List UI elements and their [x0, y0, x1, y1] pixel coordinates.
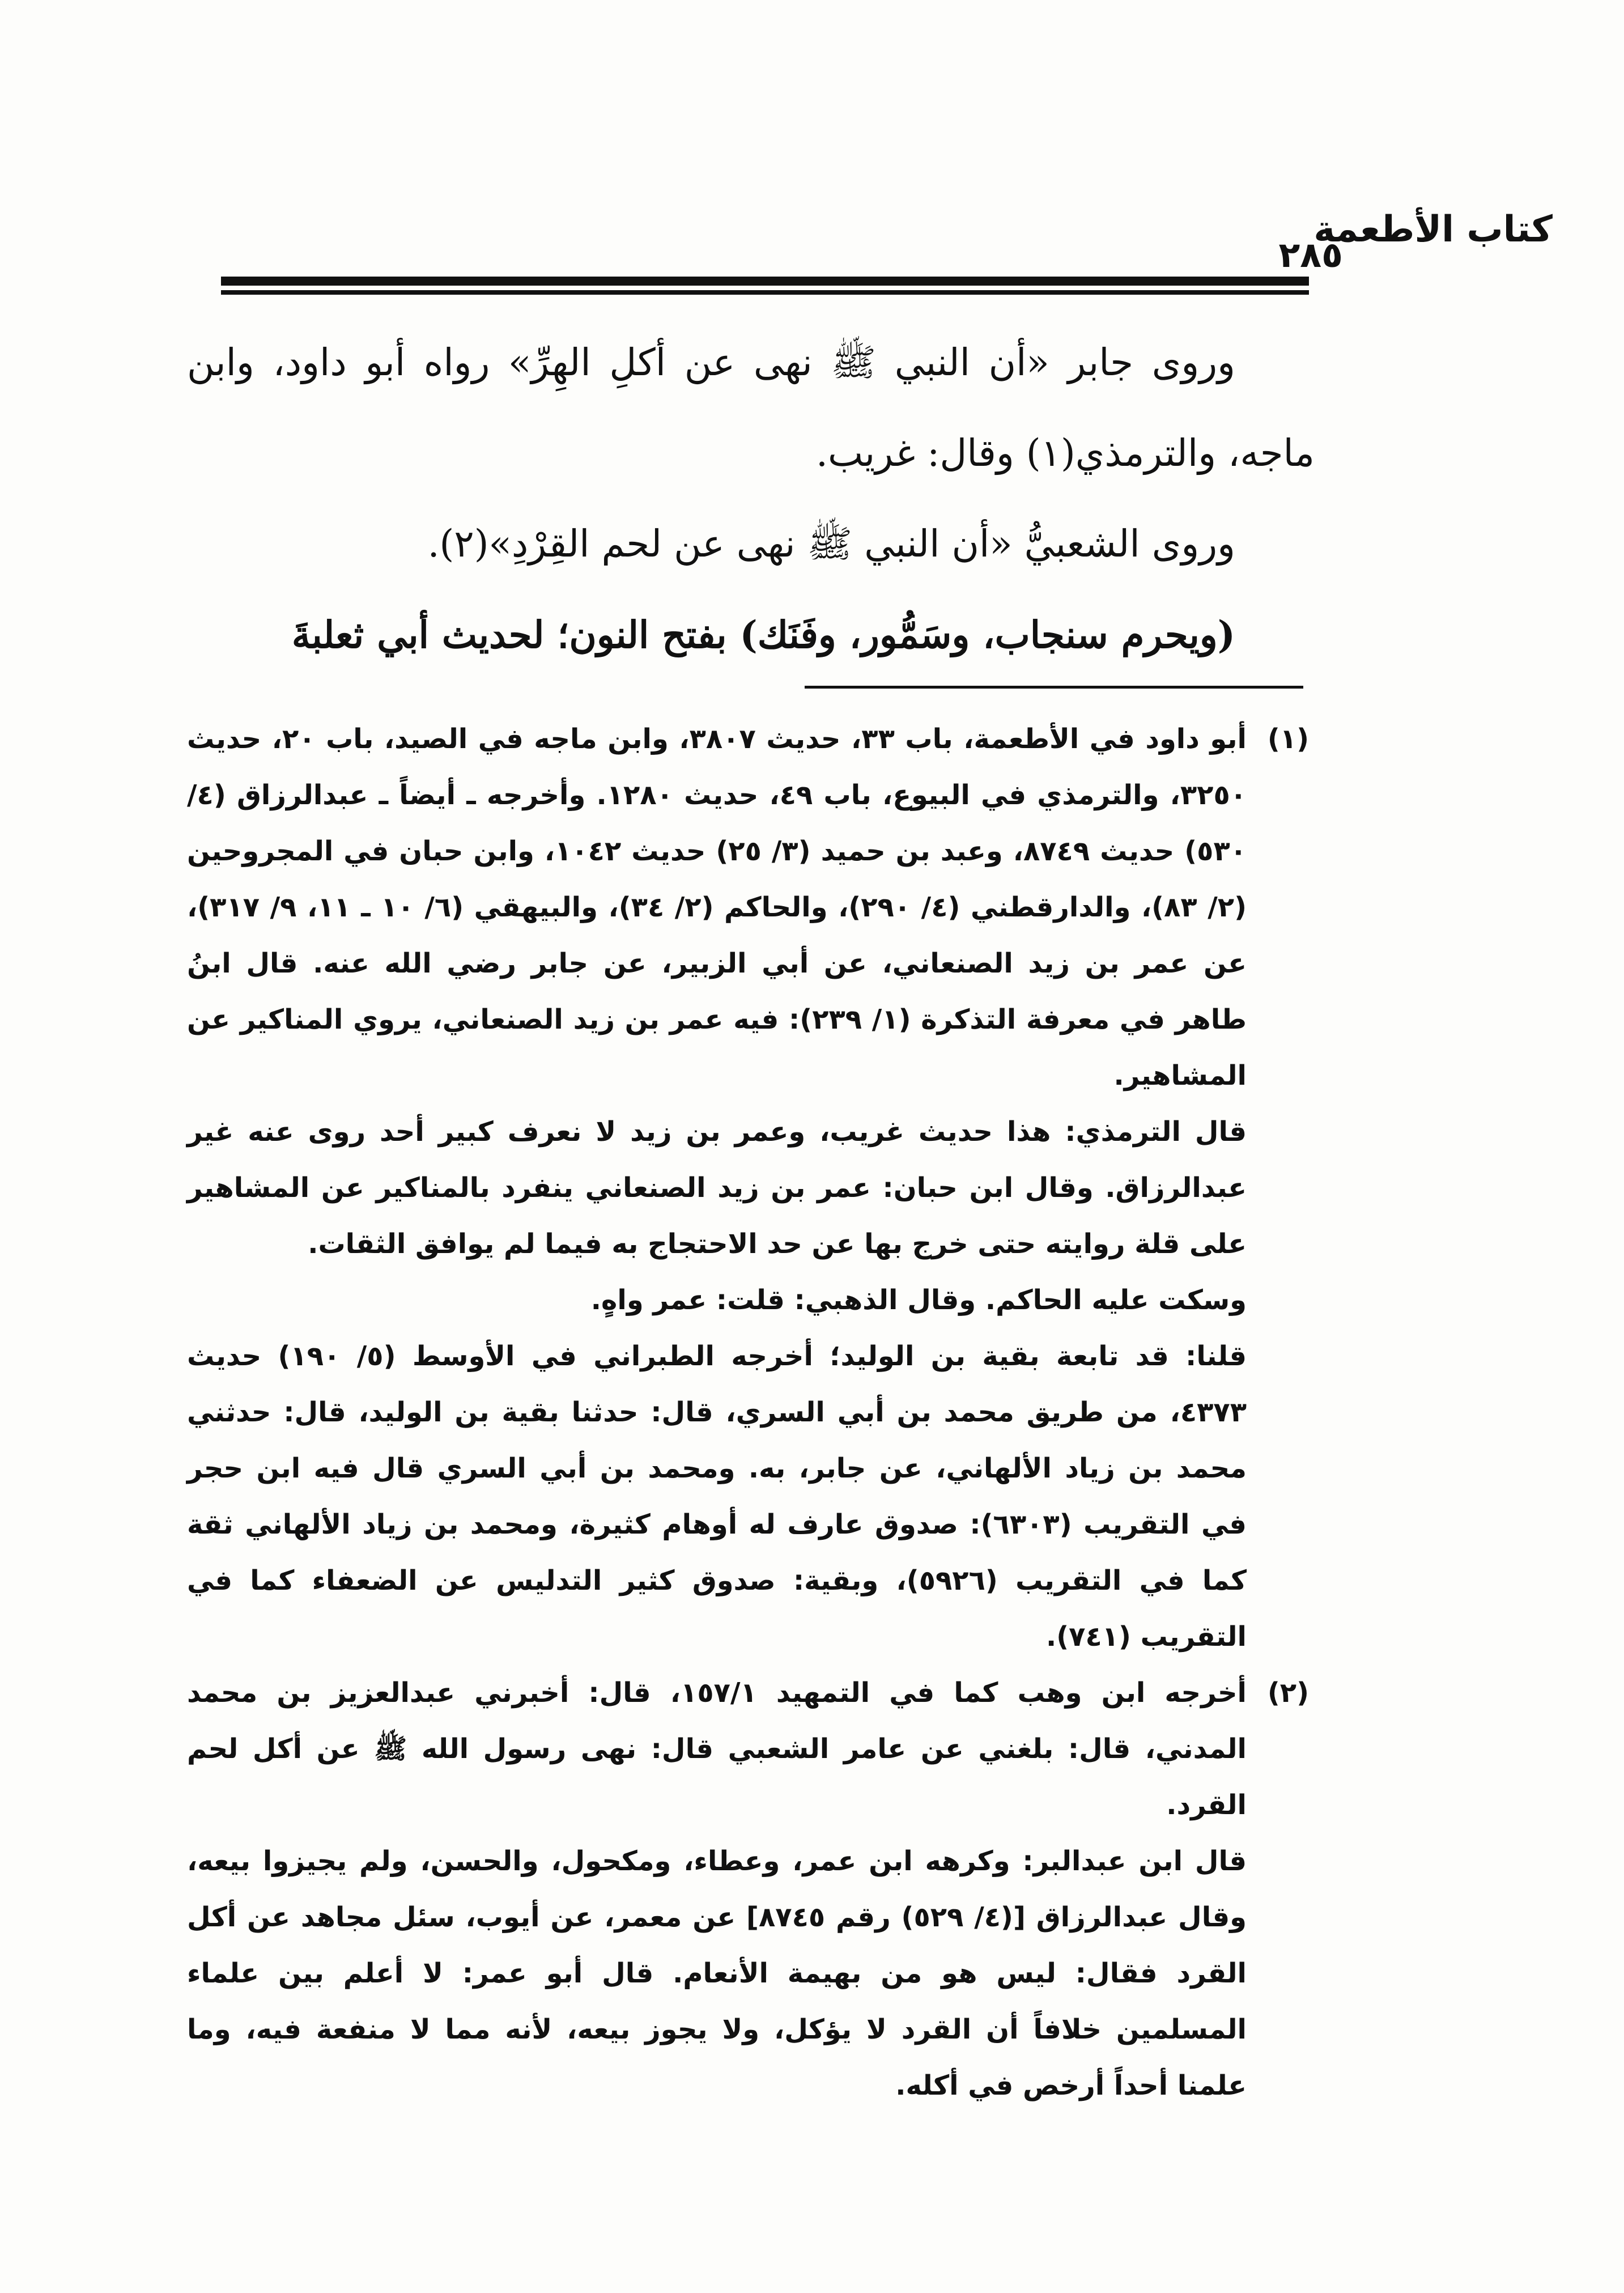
- footnote-separator: [805, 686, 1303, 689]
- footnote-number: (٢): [1267, 1677, 1309, 1709]
- header-rule-thick: [221, 277, 1309, 286]
- main-paragraph: (ويحرم سنجاب، وسَمُّور، وفَنَك) بفتح النون؛ لحديث أبي ثعلبةَ: [291, 613, 1235, 657]
- footnote: [187, 1104, 1309, 1272]
- footnote: [187, 1833, 1309, 2114]
- page-number: ٢٨٥: [1278, 234, 1343, 275]
- footnote-number: (١): [1267, 723, 1309, 755]
- footnote-text: قلنا: قد تابعة بقية بن الوليد؛ أخرجه الطبراني في الأوسط (٥/ ١٩٠) حديث ٤٣٧٣، من طريق محمد بن أبي السري، قال: حدثنا بقية بن الوليد، قال: حدثني محمد بن زياد الألهاني، عن جابر، به. ومحمد بن أبي السري قال فيه ابن حجر في التقريب (٦٣٠٣): صدوق عارف له أوهام كثيرة، ومحمد بن زياد الألهاني ثقة كما في التقريب (٥٩٢٦)، وبقية: صدوق كثير التدليس عن الضعفاء كما في التقريب (٧٤١).: [187, 1340, 1247, 1653]
- footnote: [187, 1328, 1309, 1665]
- footnote: [187, 711, 1309, 1104]
- footnote: [187, 1665, 1309, 1833]
- footnote-text: أخرجه ابن وهب كما في التمهيد ١٥٧/١، قال: أخبرني عبدالعزيز بن محمد المدني، قال: بلغني عن عامر الشعبي قال: نهى رسول الله ﷺ عن أكل لحم القرد.: [187, 1677, 1247, 1821]
- footnote-text: قال ابن عبدالبر: وكرهه ابن عمر، وعطاء، ومكحول، والحسن، ولم يجيزوا بيعه، وقال عبدالرزاق [(٤/ ٥٢٩) رقم ٨٧٤٥] عن معمر، عن أيوب، سئل مجاهد عن أكل القرد فقال: ليس هو من بهيمة الأنعام. قال أبو عمر: لا أعلم بين علماء المسلمين خلافاً أن القرد لا يؤكل، ولا يجوز بيعه، لأنه مما لا منفعة فيه، وما علمنا أحداً أرخص في أكله.: [187, 1845, 1247, 2101]
- main-text: [187, 317, 1315, 680]
- header-rule-thin: [221, 290, 1309, 295]
- footnote-text: وسكت عليه الحاكم. وقال الذهبي: قلت: عمر واهٍ.: [590, 1284, 1247, 1316]
- main-paragraph: وروى الشعبيُّ «أن النبي ﷺ نهى عن لحم القِرْدِ»(٢).: [427, 522, 1235, 566]
- running-title: كتاب الأطعمة: [1313, 209, 1553, 250]
- main-paragraph: وروى جابر «أن النبي ﷺ نهى عن أكلِ الهِرِّ» رواه أبو داود، وابن ماجه، والترمذي(١) وقال: غريب.: [187, 341, 1315, 475]
- footnote-text: قال الترمذي: هذا حديث غريب، وعمر بن زيد لا نعرف كبير أحد روى عنه غير عبدالرزاق. وقال ابن حبان: عمر بن زيد الصنعاني ينفرد بالمناكير عن المشاهير على قلة روايته حتى خرج بها عن حد الاحتجاج به فيما لم يوافق الثقات.: [187, 1116, 1247, 1260]
- footnotes: [187, 711, 1309, 2114]
- footnote-text: أبو داود في الأطعمة، باب ٣٣، حديث ٣٨٠٧، وابن ماجه في الصيد، باب ٢٠، حديث ٣٢٥٠، والترمذي في البيوع، باب ٤٩، حديث ١٢٨٠. وأخرجه ـ أيضاً ـ عبدالرزاق (٤/ ٥٣٠) حديث ٨٧٤٩، وعبد بن حميد (٣/ ٢٥) حديث ١٠٤٢، وابن حبان في المجروحين (٢/ ٨٣)، والدارقطني (٤/ ٢٩٠)، والحاكم (٢/ ٣٤)، والبيهقي (٦/ ١٠ ـ ١١، ٩/ ٣١٧)، عن عمر بن زيد الصنعاني، عن أبي الزبير، عن جابر رضي الله عنه. قال ابنُ طاهر في معرفة التذكرة (١/ ٢٣٩): فيه عمر بن زيد الصنعاني، يروي المناكير عن المشاهير.: [187, 723, 1247, 1092]
- footnote: [187, 1272, 1309, 1328]
